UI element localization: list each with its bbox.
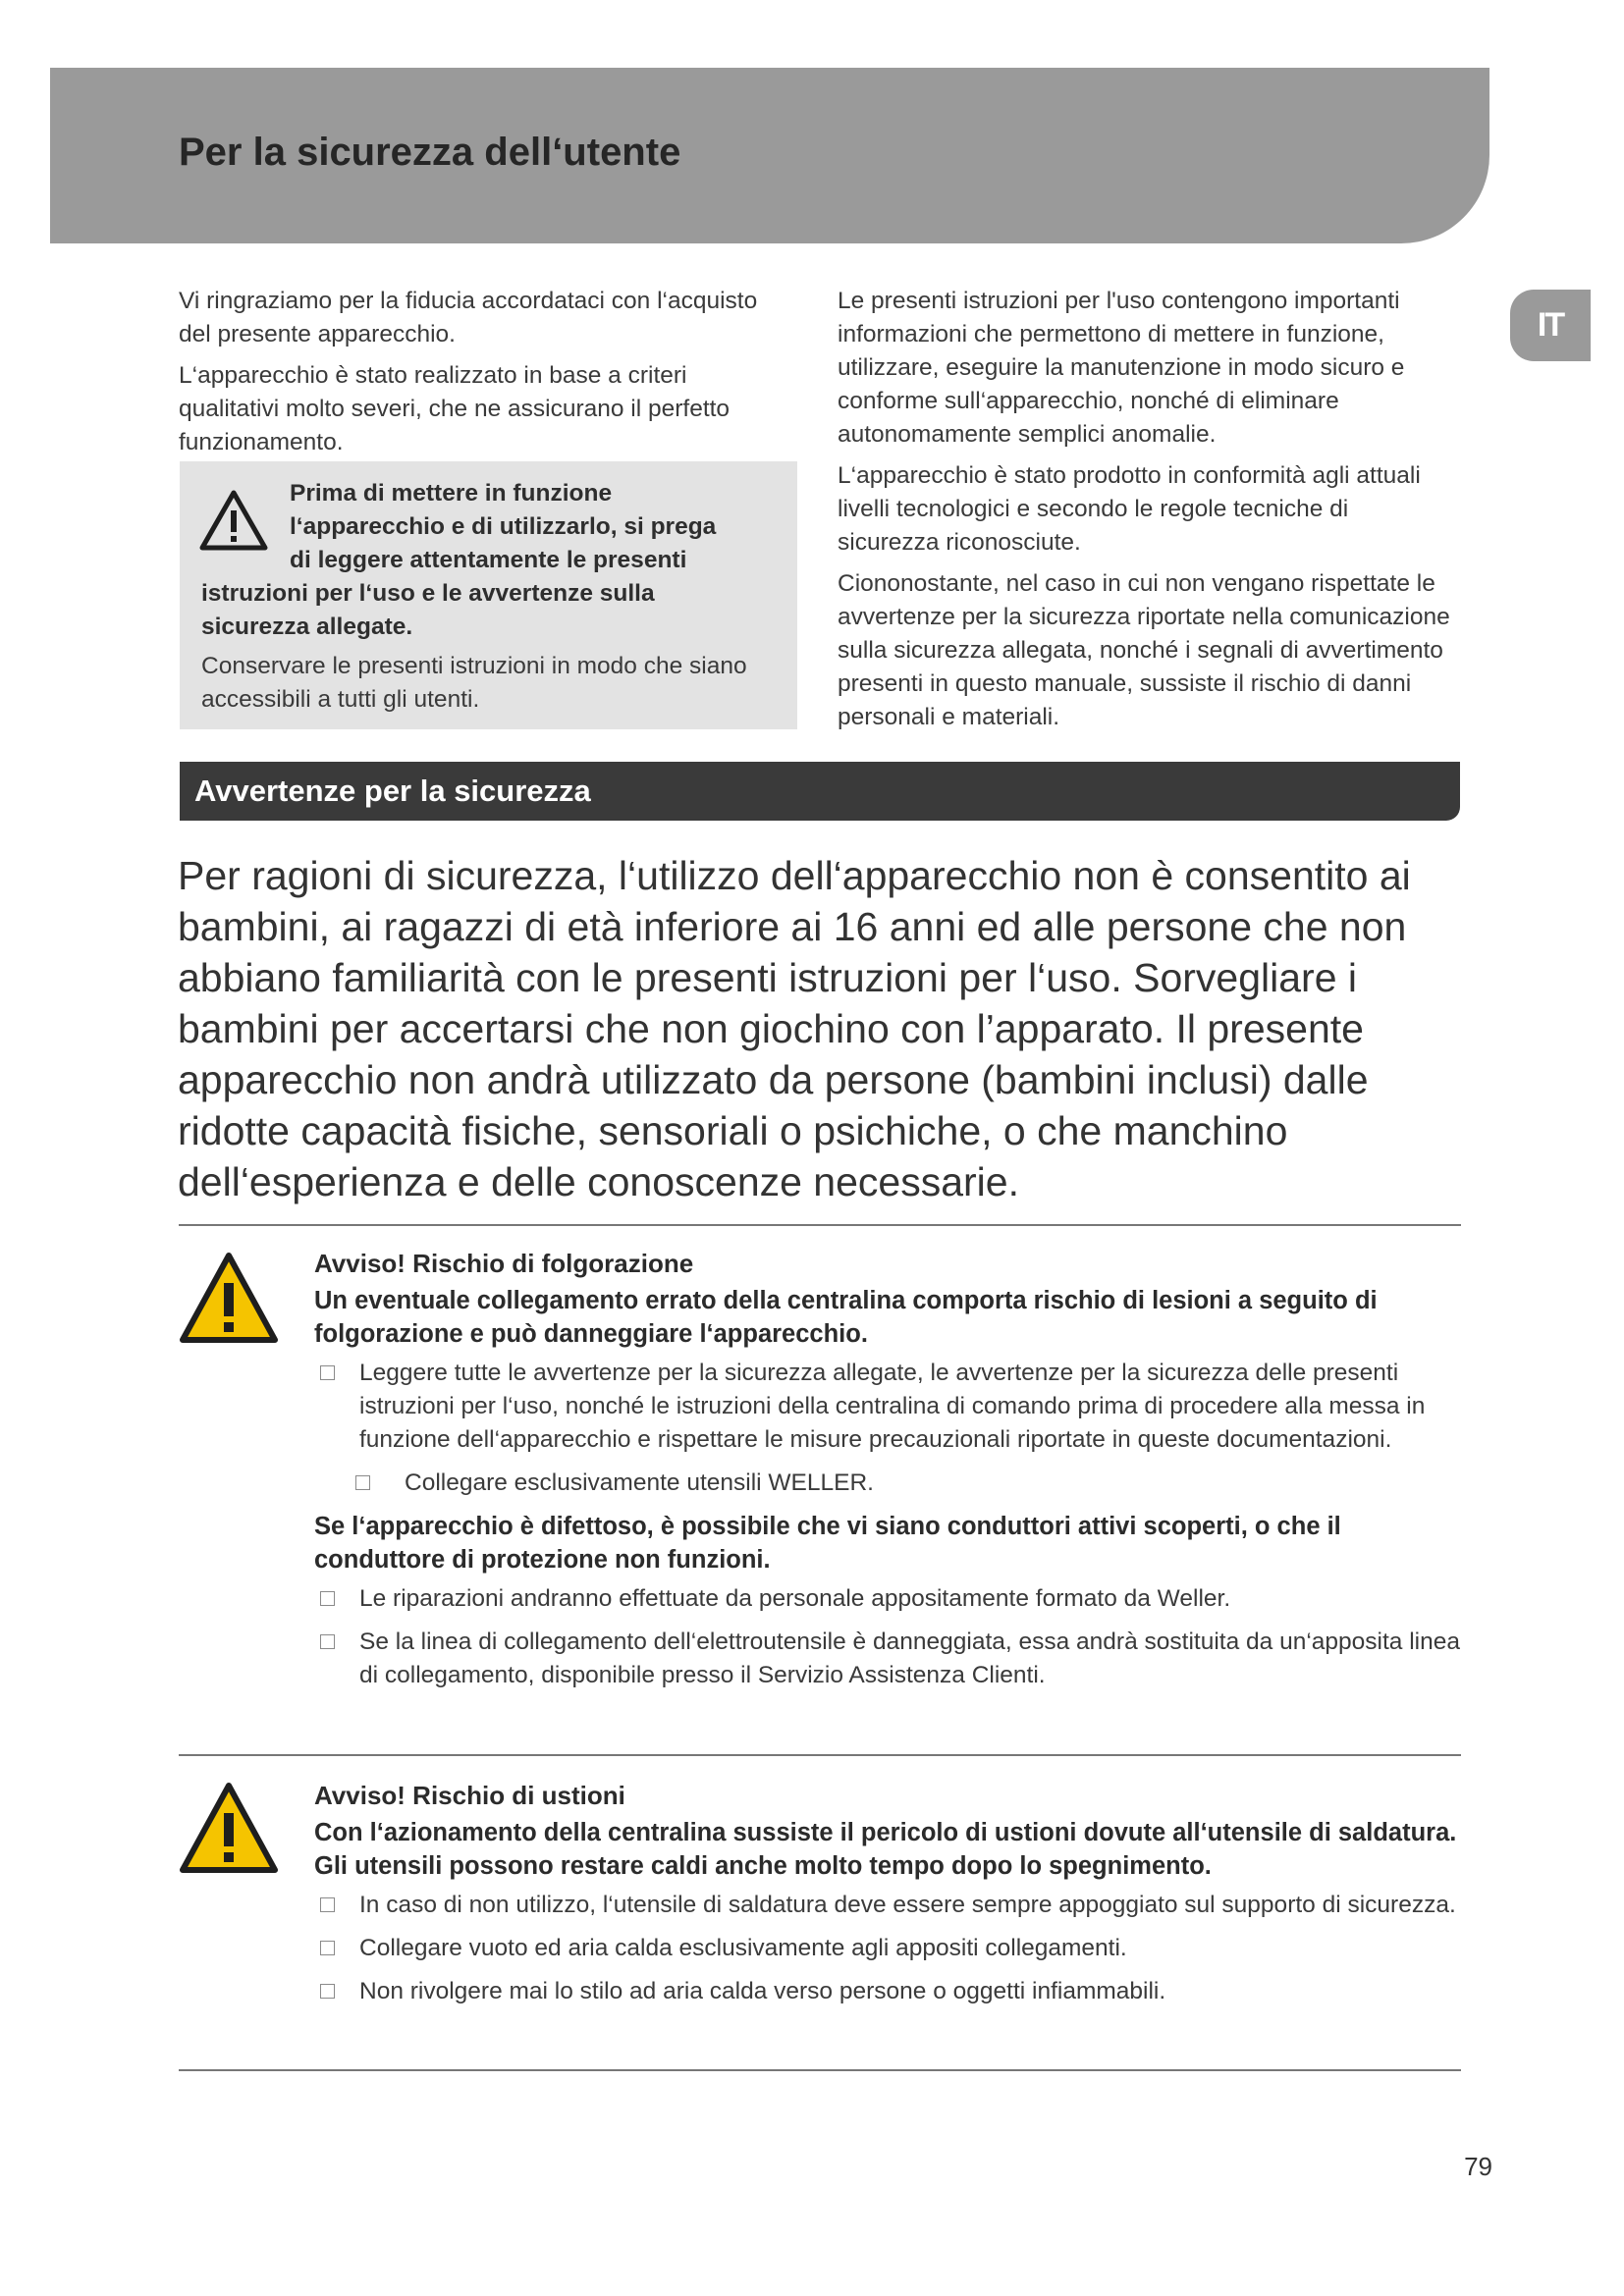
header-band: [50, 68, 1489, 243]
checkbox-bullet-icon: [320, 1984, 335, 1999]
intro-right-paragraph-3: Ciononostante, nel caso in cui non vengano rispettate le avvertenze per la sicurezza riportate nella comunicazione sulla sicurezza allegata, nonché i segnali di avvertimento presenti in questo manuale, sussiste il rischio di danni personali e materiali.: [838, 570, 1450, 730]
warning-burns: [314, 1779, 1463, 2018]
checkbox-bullet-icon: [320, 1591, 335, 1606]
notice-line-4: istruzioni per l‘uso e le avvertenze sulla: [201, 580, 655, 607]
intro-left-paragraph-1: Vi ringraziamo per la fiducia accordataci con l‘acquisto del presente apparecchio.: [179, 288, 758, 347]
warning-1-lead: Un eventuale collegamento errato della centralina comporta rischio di lesioni a seguito di folgorazione e può danneggiare l‘apparecchio.: [314, 1287, 1378, 1348]
checkbox-bullet-icon: [320, 1897, 335, 1912]
intro-right-column: [838, 285, 1456, 742]
language-tab: IT: [1510, 290, 1591, 361]
section-title: Avvertenze per la sicurezza: [194, 774, 591, 808]
notice-box: [180, 461, 797, 729]
notice-subtext: Conservare le presenti istruzioni in modo che siano accessibili a tutti gli utenti.: [201, 653, 747, 713]
page-title: Per la sicurezza dell‘utente: [179, 131, 681, 174]
section-header-bar: [180, 762, 1460, 821]
divider-rule: [179, 1754, 1461, 1756]
notice-line-5: sicurezza allegate.: [201, 614, 413, 640]
checkbox-bullet-icon: [355, 1475, 370, 1490]
warning-triangle-icon: [179, 1252, 279, 1346]
list-item: Non rivolgere mai lo stilo ad aria calda verso persone o oggetti infiammabili.: [314, 1975, 1463, 2008]
notice-line-2: l‘apparecchio e di utilizzarlo, si prega: [290, 513, 717, 540]
warning-1-title: Avviso! Rischio di folgorazione: [314, 1249, 694, 1278]
list-item: Collegare esclusivamente utensili WELLER.: [314, 1467, 1463, 1500]
intro-right-paragraph-2: L‘apparecchio è stato prodotto in conformità agli attuali livelli tecnologici e secondo le regole tecniche di sicurezza riconosciute.: [838, 462, 1421, 556]
notice-heading: [201, 477, 776, 644]
divider-rule: [179, 2069, 1461, 2071]
warning-electric-shock: [314, 1247, 1463, 1702]
intro-left-column: [179, 285, 787, 467]
warning-2-lead: Con l‘azionamento della centralina sussiste il pericolo di ustioni dovute all‘utensile di saldatura. Gli utensili possono restare caldi anche molto tempo dopo lo spegnimento.: [314, 1819, 1457, 1880]
main-safety-statement: Per ragioni di sicurezza, l‘utilizzo dell‘apparecchio non è consentito ai bambini, ai ragazzi di età inferiore ai 16 anni ed alle persone che non abbiano familiarità con le presenti istruzioni per l‘uso. Sorvegliare i bambini per accertarsi che non giochino con l’apparato. Il presente apparecchio non andrà utilizzato da persone (bambini inclusi) dalle ridotte capacità fisiche, sensoriali o psichiche, o che manchino dell‘esperienza e delle conoscenze necessarie.: [178, 853, 1411, 1204]
notice-line-3: di leggere attentamente le presenti: [290, 547, 687, 573]
checkbox-bullet-icon: [320, 1634, 335, 1649]
intro-left-paragraph-2: L‘apparecchio è stato realizzato in base a criteri qualitativi molto severi, che ne assicurano il perfetto funzionamento.: [179, 362, 731, 455]
divider-rule: [179, 1224, 1461, 1226]
list-item: Collegare vuoto ed aria calda esclusivamente agli appositi collegamenti.: [314, 1932, 1463, 1965]
warning-2-title: Avviso! Rischio di ustioni: [314, 1781, 625, 1810]
list-item: Leggere tutte le avvertenze per la sicurezza allegate, le avvertenze per la sicurezza delle presenti istruzioni per l‘uso, nonché le istruzioni della centralina di comando prima di procedere alla messa in funzione dell‘apparecchio e rispettare le misure precauzionali riportate in queste documentazioni.: [314, 1357, 1463, 1457]
warning-triangle-icon: [179, 1782, 279, 1876]
checkbox-bullet-icon: [320, 1941, 335, 1955]
list-item: In caso di non utilizzo, l‘utensile di saldatura deve essere sempre appoggiato sul supporto di sicurezza.: [314, 1889, 1463, 1922]
page-number: 79: [1464, 2152, 1492, 2181]
checkbox-bullet-icon: [320, 1365, 335, 1380]
list-item: Se la linea di collegamento dell‘elettroutensile è danneggiata, essa andrà sostituita da un‘apposita linea di collegamento, disponibile presso il Servizio Assistenza Clienti.: [314, 1626, 1463, 1692]
intro-right-paragraph-1: Le presenti istruzioni per l'uso contengono importanti informazioni che permettono di mettere in funzione, utilizzare, eseguire la manutenzione in modo sicuro e conforme sull‘apparecchio, nonché di eliminare autonomamente semplici anomalie.: [838, 288, 1405, 448]
notice-line-1: Prima di mettere in funzione: [290, 480, 613, 507]
warning-1-lead-2: Se l‘apparecchio è difettoso, è possibile che vi siano conduttori attivi scoperti, o che il conduttore di protezione non funzioni.: [314, 1513, 1341, 1574]
list-item: Le riparazioni andranno effettuate da personale appositamente formato da Weller.: [314, 1582, 1463, 1616]
